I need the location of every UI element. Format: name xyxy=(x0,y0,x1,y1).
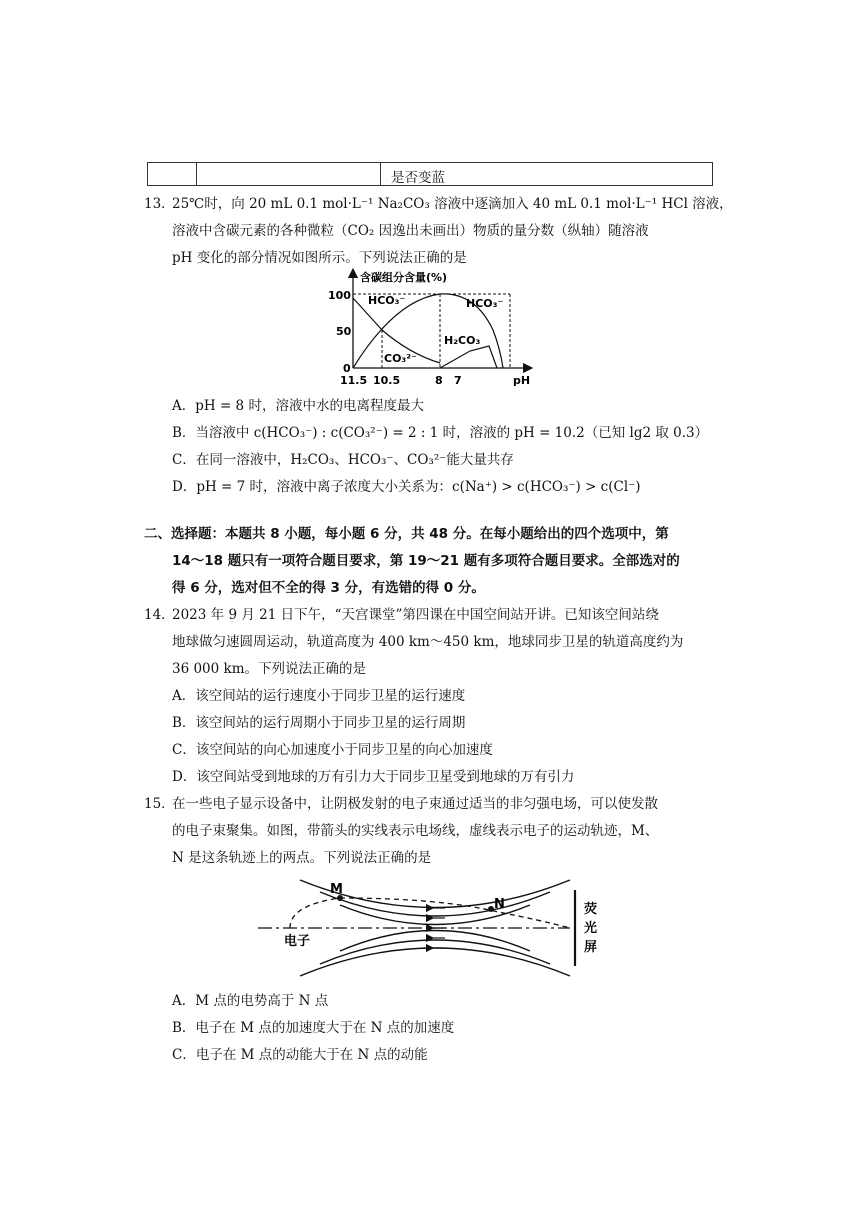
option-b: B．电子在 M 点的加速度大于在 N 点的加速度 xyxy=(172,1020,455,1036)
option-c: C．该空间站的向心加速度小于同步卫星的向心加速度 xyxy=(172,742,493,758)
electric-field-figure xyxy=(250,872,610,980)
option-b: B．当溶液中 c(HCO₃⁻) : c(CO₃²⁻) = 2 : 1 时，溶液的 pH = 10.2（已知 lg2 取 0.3） xyxy=(172,425,709,441)
question-15-text-line: N 是这条轨迹上的两点。下列说法正确的是 xyxy=(172,850,432,866)
previous-question-table xyxy=(147,162,713,186)
x-tick-label: 11.5 xyxy=(340,374,368,387)
x-tick-label: 7 xyxy=(454,374,462,387)
question-14-text-line: 地球做匀速圆周运动，轨道高度为 400 km～450 km，地球同步卫星的轨道高度约为 xyxy=(172,634,684,650)
question-14-number: 14． xyxy=(144,607,175,623)
screen-label: 光 xyxy=(584,921,598,936)
question-13-text-line: 溶液中含碳元素的各种微粒（CO₂ 因逸出未画出）物质的量分数（纵轴）随溶液 xyxy=(172,223,649,239)
question-14-text-line: 36 000 km。下列说法正确的是 xyxy=(172,661,367,677)
option-d: D．pH = 7 时，溶液中离子浓度大小关系为：c(Na⁺) > c(HCO₃⁻) > c(Cl⁻) xyxy=(172,479,641,495)
section-heading: 14～18 题只有一项符合题目要求，第 19～21 题有多项符合题目要求。全部选对的 xyxy=(172,553,680,569)
screen-label: 屏 xyxy=(584,940,598,955)
series-label: CO₃²⁻ xyxy=(384,352,417,365)
question-15-text-line: 的电子束聚集。如图，带箭头的实线表示电场线，虚线表示电子的运动轨迹，M、 xyxy=(172,823,659,839)
option-a: A．M 点的电势高于 N 点 xyxy=(172,993,329,1009)
x-tick-label: 8 xyxy=(435,374,443,387)
question-15-number: 15． xyxy=(144,796,175,812)
field-line xyxy=(300,948,570,976)
option-d: D．该空间站受到地球的万有引力大于同步卫星受到地球的万有引力 xyxy=(172,769,575,785)
table-divider xyxy=(380,163,381,185)
y-tick-label: 50 xyxy=(336,325,352,338)
option-a: A．pH = 8 时，溶液中水的电离程度最大 xyxy=(172,398,424,414)
label-m: M xyxy=(330,882,343,897)
option-a: A．该空间站的运行速度小于同步卫星的运行速度 xyxy=(172,688,466,704)
section-heading: 二、选择题：本题共 8 小题，每小题 6 分，共 48 分。在每小题给出的四个选项中，第 xyxy=(144,526,669,542)
electron-trajectory xyxy=(290,898,570,928)
h2co3-curve xyxy=(440,346,497,368)
section-heading: 得 6 分，选对但不全的得 3 分，有选错的得 0 分。 xyxy=(172,580,485,596)
option-c: C．在同一溶液中，H₂CO₃、HCO₃⁻、CO₃²⁻能大量共存 xyxy=(172,452,514,468)
x-tick-label: 10.5 xyxy=(373,374,401,387)
y-axis-title: 含碳组分含量(%) xyxy=(360,271,448,284)
option-c: C．电子在 M 点的动能大于在 N 点的动能 xyxy=(172,1047,428,1063)
question-14-text-line: 2023 年 9 月 21 日下午，“天宫课堂”第四课在中国空间站开讲。已知该空间站绕 xyxy=(172,607,659,623)
screen-label: 荧 xyxy=(584,902,598,917)
question-15-text-line: 在一些电子显示设备中，让阴极发射的电子束通过适当的非匀强电场，可以使发散 xyxy=(172,796,658,812)
series-label: H₂CO₃ xyxy=(444,334,481,347)
field-line xyxy=(320,940,550,964)
series-label: HCO₃⁻ xyxy=(368,294,406,307)
series-label: HCO₃⁻ xyxy=(466,297,504,310)
y-tick-label: 0 xyxy=(343,362,351,375)
table-divider xyxy=(196,163,197,185)
table-cell: 是否变蓝 xyxy=(391,170,445,186)
label-n: N xyxy=(494,897,505,912)
option-b: B．该空间站的运行周期小于同步卫星的运行周期 xyxy=(172,715,466,731)
field-line xyxy=(320,892,550,916)
question-13-text-line: 25℃时，向 20 mL 0.1 mol·L⁻¹ Na₂CO₃ 溶液中逐滴加入 40 mL 0.1 mol·L⁻¹ HCl 溶液， xyxy=(172,196,733,212)
x-axis-label: pH xyxy=(513,374,531,387)
question-13-text-line: pH 变化的部分情况如图所示。下列说法正确的是 xyxy=(172,250,467,266)
carbon-species-chart xyxy=(320,268,545,388)
y-tick-label: 100 xyxy=(328,289,351,302)
question-13-number: 13． xyxy=(144,196,175,212)
label-electron: 电子 xyxy=(284,934,311,949)
